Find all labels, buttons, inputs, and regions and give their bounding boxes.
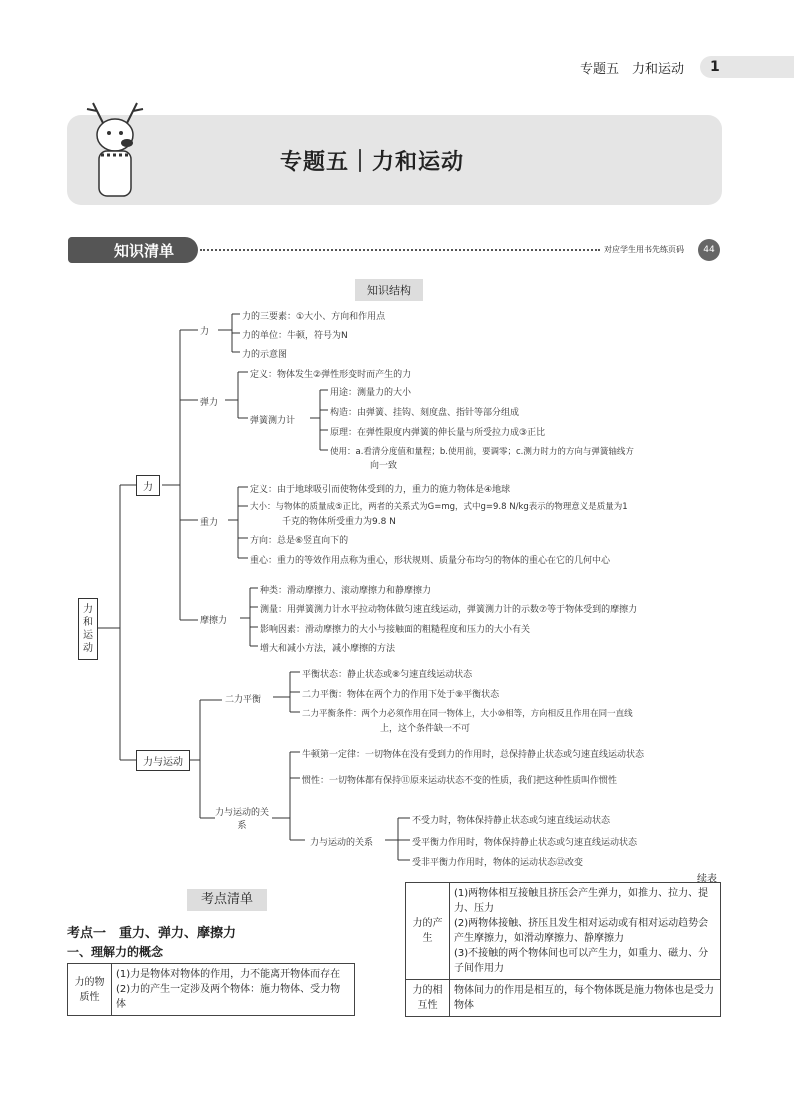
node-friction: 摩擦力 bbox=[200, 616, 228, 626]
balance-item-cont: 上，这个条件缺一不可 bbox=[380, 724, 471, 734]
node-relation2: 力与运动的关系 bbox=[310, 838, 374, 848]
balance-item: 平衡状态：静止状态或⑧匀速直线运动状态 bbox=[302, 670, 473, 680]
friction-item: 种类：滑动摩擦力、滚动摩擦力和静摩擦力 bbox=[260, 586, 432, 596]
cell-line: (2)力的产生一定涉及两个物体：施力物体、受力物体 bbox=[116, 984, 341, 1010]
kaodian-subtitle: 一、理解力的概念 bbox=[67, 945, 164, 959]
elastic-def: 定义：物体发生②弹性形变时而产生的力 bbox=[250, 370, 412, 380]
friction-item: 增大和减小方法，减小摩擦的方法 bbox=[260, 644, 396, 654]
section-badge: 知识清单 bbox=[68, 237, 198, 263]
node-spring: 弹簧测力计 bbox=[250, 416, 296, 426]
newton-law: 牛顿第一定律：一切物体在没有受到力的作用时，总保持静止状态或匀速直线运动状态 bbox=[302, 750, 645, 760]
kaodian-heading: 考点清单 bbox=[187, 889, 267, 911]
force-item: 力的示意图 bbox=[242, 350, 288, 360]
node-balance: 二力平衡 bbox=[225, 695, 262, 705]
node-motion: 力与运动 bbox=[136, 750, 190, 771]
spring-item: 使用：a.看清分度值和量程；b.使用前，要调零；c.测力时力的方向与弹簧轴线方 bbox=[330, 447, 634, 457]
table-label: 力的产生 bbox=[406, 883, 450, 980]
root-node: 力和运动 bbox=[78, 598, 98, 660]
gravity-item: 重心：重力的等效作用点称为重心，形状规则、质量分布均匀的物体的重心在它的几何中心 bbox=[250, 556, 611, 566]
table-cell bbox=[450, 883, 721, 980]
continued-table bbox=[405, 882, 721, 1017]
force-item: 力的三要素：①大小、方向和作用点 bbox=[242, 312, 386, 322]
table-row bbox=[406, 980, 721, 1017]
cell-line: (1)两物体相互接触且挤压会产生弹力，如推力、拉力、提力、压力 bbox=[454, 888, 709, 914]
node-gravity: 重力 bbox=[200, 518, 219, 528]
kaodian-title: 考点一 重力、弹力、摩擦力 bbox=[67, 926, 237, 941]
friction-item: 测量：用弹簧测力计水平拉动物体做匀速直线运动，弹簧测力计的示数⑦等于物体受到的摩擦力 bbox=[260, 605, 638, 615]
section-note: 对应学生用书先练页码 bbox=[604, 245, 684, 254]
header-title: 专题五 力和运动 bbox=[580, 62, 685, 77]
continued-label: 续表 bbox=[697, 874, 717, 885]
table-cell bbox=[112, 964, 355, 1016]
force-item: 力的单位：牛顿，符号为N bbox=[242, 331, 348, 341]
friction-item: 影响因素：滑动摩擦力的大小与接触面的粗糙程度和压力的大小有关 bbox=[260, 625, 531, 635]
page-number: 1 bbox=[710, 59, 720, 75]
table-label: 力的物质性 bbox=[68, 964, 112, 1016]
spring-item: 构造：由弹簧、挂钩、刻度盘、指针等部分组成 bbox=[330, 408, 520, 418]
balance-item: 二力平衡条件：两个力必须作用在同一物体上，大小⑩相等，方向相反且作用在同一直线 bbox=[302, 709, 633, 719]
node-force-label: 力 bbox=[200, 327, 210, 337]
gravity-item: 大小：与物体的质量成⑤正比，两者的关系式为G=mg，式中g=9.8 N/kg表示的物理意义是质量为1 bbox=[250, 502, 628, 512]
relation-item: 受非平衡力作用时，物体的运动状态⑫改变 bbox=[412, 858, 584, 868]
page-ref-badge: 44 bbox=[698, 239, 720, 261]
cell-line: 物体间力的作用是相互的，每个物体既是施力物体也是受力物体 bbox=[454, 985, 714, 1011]
table-label: 力的相互性 bbox=[406, 980, 450, 1017]
spring-item: 原理：在弹性限度内弹簧的伸长量与所受拉力成③正比 bbox=[330, 428, 546, 438]
table-cell bbox=[450, 980, 721, 1017]
node-elastic: 弹力 bbox=[200, 398, 219, 408]
relation-item: 不受力时，物体保持静止状态或匀速直线运动状态 bbox=[412, 816, 611, 826]
chapter-title: 专题五｜力和运动 bbox=[280, 150, 465, 175]
relation-item: 受平衡力作用时，物体保持静止状态或匀速直线运动状态 bbox=[412, 838, 638, 848]
table-row bbox=[68, 964, 355, 1016]
node-force: 力 bbox=[136, 475, 160, 496]
table-row bbox=[406, 883, 721, 980]
balance-item: 二力平衡：物体在两个力的作用下处于⑨平衡状态 bbox=[302, 690, 500, 700]
concept-table bbox=[67, 963, 355, 1016]
gravity-item: 方向：总是⑥竖直向下的 bbox=[250, 536, 349, 546]
spring-item: 用途：测量力的大小 bbox=[330, 388, 412, 398]
gravity-item-cont: 千克的物体所受重力为9.8 N bbox=[282, 517, 396, 527]
node-relation: 力与运动的关系 bbox=[214, 808, 269, 831]
inertia: 惯性：一切物体都有保持⑪原来运动状态不变的性质，我们把这种性质叫作惯性 bbox=[302, 776, 618, 786]
mindmap-title: 知识结构 bbox=[355, 279, 423, 301]
spring-item-cont: 向一致 bbox=[370, 461, 398, 471]
cell-line: (1)力是物体对物体的作用，力不能离开物体而存在 bbox=[116, 969, 341, 980]
cell-line: (2)两物体接触、挤压且发生相对运动或有相对运动趋势会产生摩擦力，如滑动摩擦力、静摩擦力 bbox=[454, 918, 709, 944]
gravity-item: 定义：由于地球吸引而使物体受到的力，重力的施力物体是④地球 bbox=[250, 485, 511, 495]
cell-line: (3)不接触的两个物体间也可以产生力，如重力、磁力、分子间作用力 bbox=[454, 948, 709, 974]
